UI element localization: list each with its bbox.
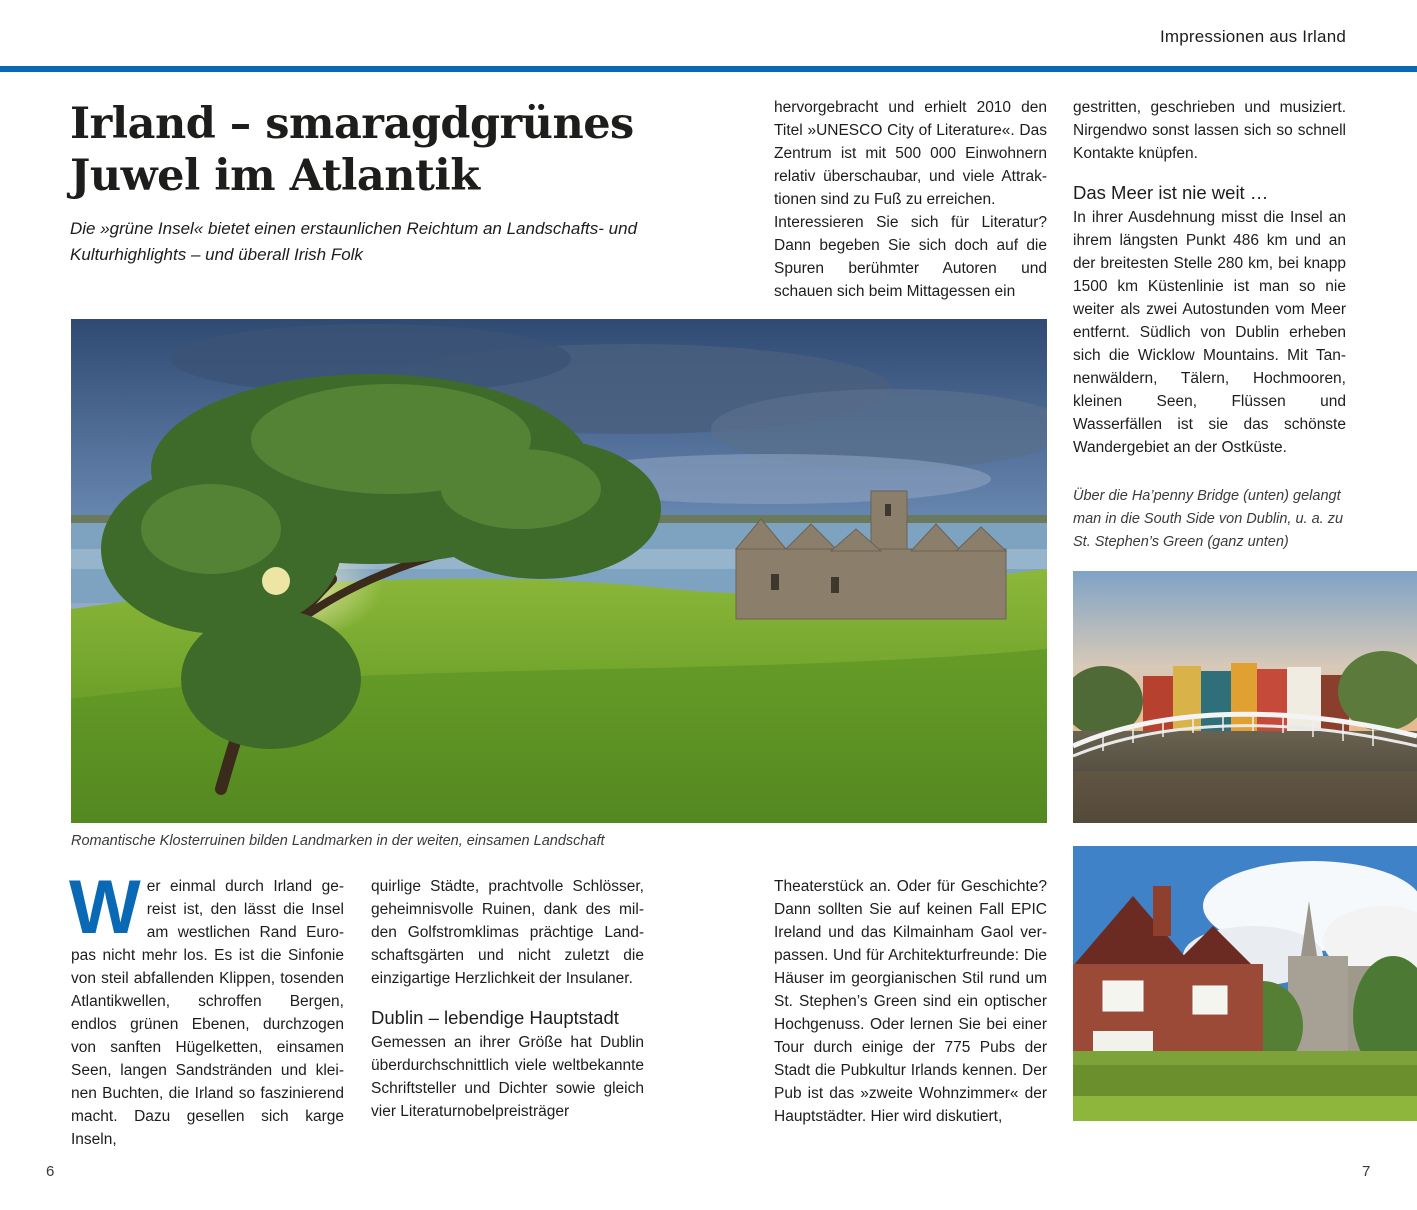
photo-st-stephens-green bbox=[1073, 846, 1417, 1121]
right-column bbox=[1073, 96, 1346, 459]
main-photo-caption: Romantische Klosterruinen bilden Landmarken in der weiten, einsamen Landschaft bbox=[71, 833, 605, 849]
side-photo-caption: Über die Ha’penny Bridge (unten) gelangt man in die South Side von Dublin, u. a. zu St. Stephen’s Green (ganz unten) bbox=[1073, 488, 1344, 550]
top-column-3 bbox=[774, 96, 1047, 303]
paragraph: Interessieren Sie sich für Literatur? Dann begeben Sie sich doch auf die Spuren berühmter Autoren und schauen sich beim Mittagessen ein bbox=[774, 214, 1047, 300]
page-number-left: 6 bbox=[46, 1163, 55, 1180]
bottom-column-2 bbox=[371, 875, 644, 1123]
bottom-column-1 bbox=[69, 865, 344, 1151]
paragraph: Gemessen an ihrer Größe hat Dublin überdurchschnittlich viele weltbekannte Schriftsteller und Dichter sowie gleich vier Literaturnobelpreisträger bbox=[371, 1034, 644, 1120]
headline-line-1: Irland – smaragdgrünes bbox=[70, 99, 634, 149]
paragraph: hervorgebracht und erhielt 2010 den Titel »UNESCO City of Literature«. Das Zentrum ist mit 500 000 Einwohnern relativ überschaubar, und viele Attraktionen sind zu Fuß zu erreichen. bbox=[774, 99, 1047, 208]
paragraph bbox=[69, 865, 344, 1151]
subheading-dublin: Dublin – lebendige Hauptstadt bbox=[371, 1007, 619, 1028]
paragraph: quirlige Städte, prachtvolle Schlösser, geheimnisvolle Ruinen, dank des milden Golfstromklimas prächtige Landschaftsgärten und nicht zuletzt die einzigartige Herzlichkeit der Insulaner. bbox=[371, 878, 644, 987]
header-rule bbox=[0, 66, 1417, 72]
bottom-column-3 bbox=[774, 875, 1047, 1128]
page-number-right: 7 bbox=[1362, 1163, 1371, 1180]
paragraph-text: er einmal durch Irland gereist ist, den lässt die Insel am westlichen Rand Europas nicht mehr los. Es ist die Sinfonie von steil abfallenden Klippen, tosenden Atlantikwellen, schroffen Bergen, endlos grünen Ebenen, durchzogen von sanften Hügelketten, einsamen Seen, langen Sandstränden und kleinen Buchten, die Irland so faszinierend macht. Dazu gesellen sich karge Inseln, bbox=[71, 878, 344, 1148]
headline-line-2: Juwel im Atlantik bbox=[70, 151, 480, 201]
running-header: Impressionen aus Irland bbox=[1159, 27, 1346, 46]
article-headline bbox=[70, 98, 710, 202]
paragraph: gestritten, geschrieben und musiziert. Nirgendwo sonst lassen sich so schnell Kontakte knüpfen. bbox=[1073, 99, 1346, 162]
photo-monastery-landscape bbox=[71, 319, 1047, 823]
paragraph: In ihrer Ausdehnung misst die Insel an ihrem längsten Punkt 486 km und an der breitesten Stelle 280 km, bei knapp 1500 km Küstenlinie ist man so nie weiter als zwei Autostunden vom Meer entfernt. Südlich von Dublin erheben sich die Wicklow Mountains. Mit Tannenwäldern, Tälern, Hochmooren, kleinen Seen, Flüssen und Wasserfällen ist sie das schönste Wandergebiet an der Ostküste. bbox=[1073, 209, 1346, 456]
drop-cap: W bbox=[69, 865, 141, 950]
photo-hapenny-bridge bbox=[1073, 571, 1417, 823]
article-intro: Die »grüne Insel« bietet einen erstaunlichen Reichtum an Landschafts- und Kulturhighlights – und überall Irish Folk bbox=[70, 219, 638, 264]
subheading-meer: Das Meer ist nie weit … bbox=[1073, 182, 1269, 203]
paragraph: Theaterstück an. Oder für Geschichte? Dann sollten Sie auf keinen Fall EPIC Ireland und das Kilmainham Gaol verpassen. Und für Architekturfreunde: Die Häuser im georgianischen Stil rund um St. Stephen’s Green sind ein optischer Hochgenuss. Oder lernen Sie bei einer Tour durch einige der 775 Pubs der Stadt die Pubkultur Irlands kennen. Der Pub ist das »zweite Wohnzimmer« der Hauptstädter. Hier wird diskutiert, bbox=[774, 878, 1047, 1125]
